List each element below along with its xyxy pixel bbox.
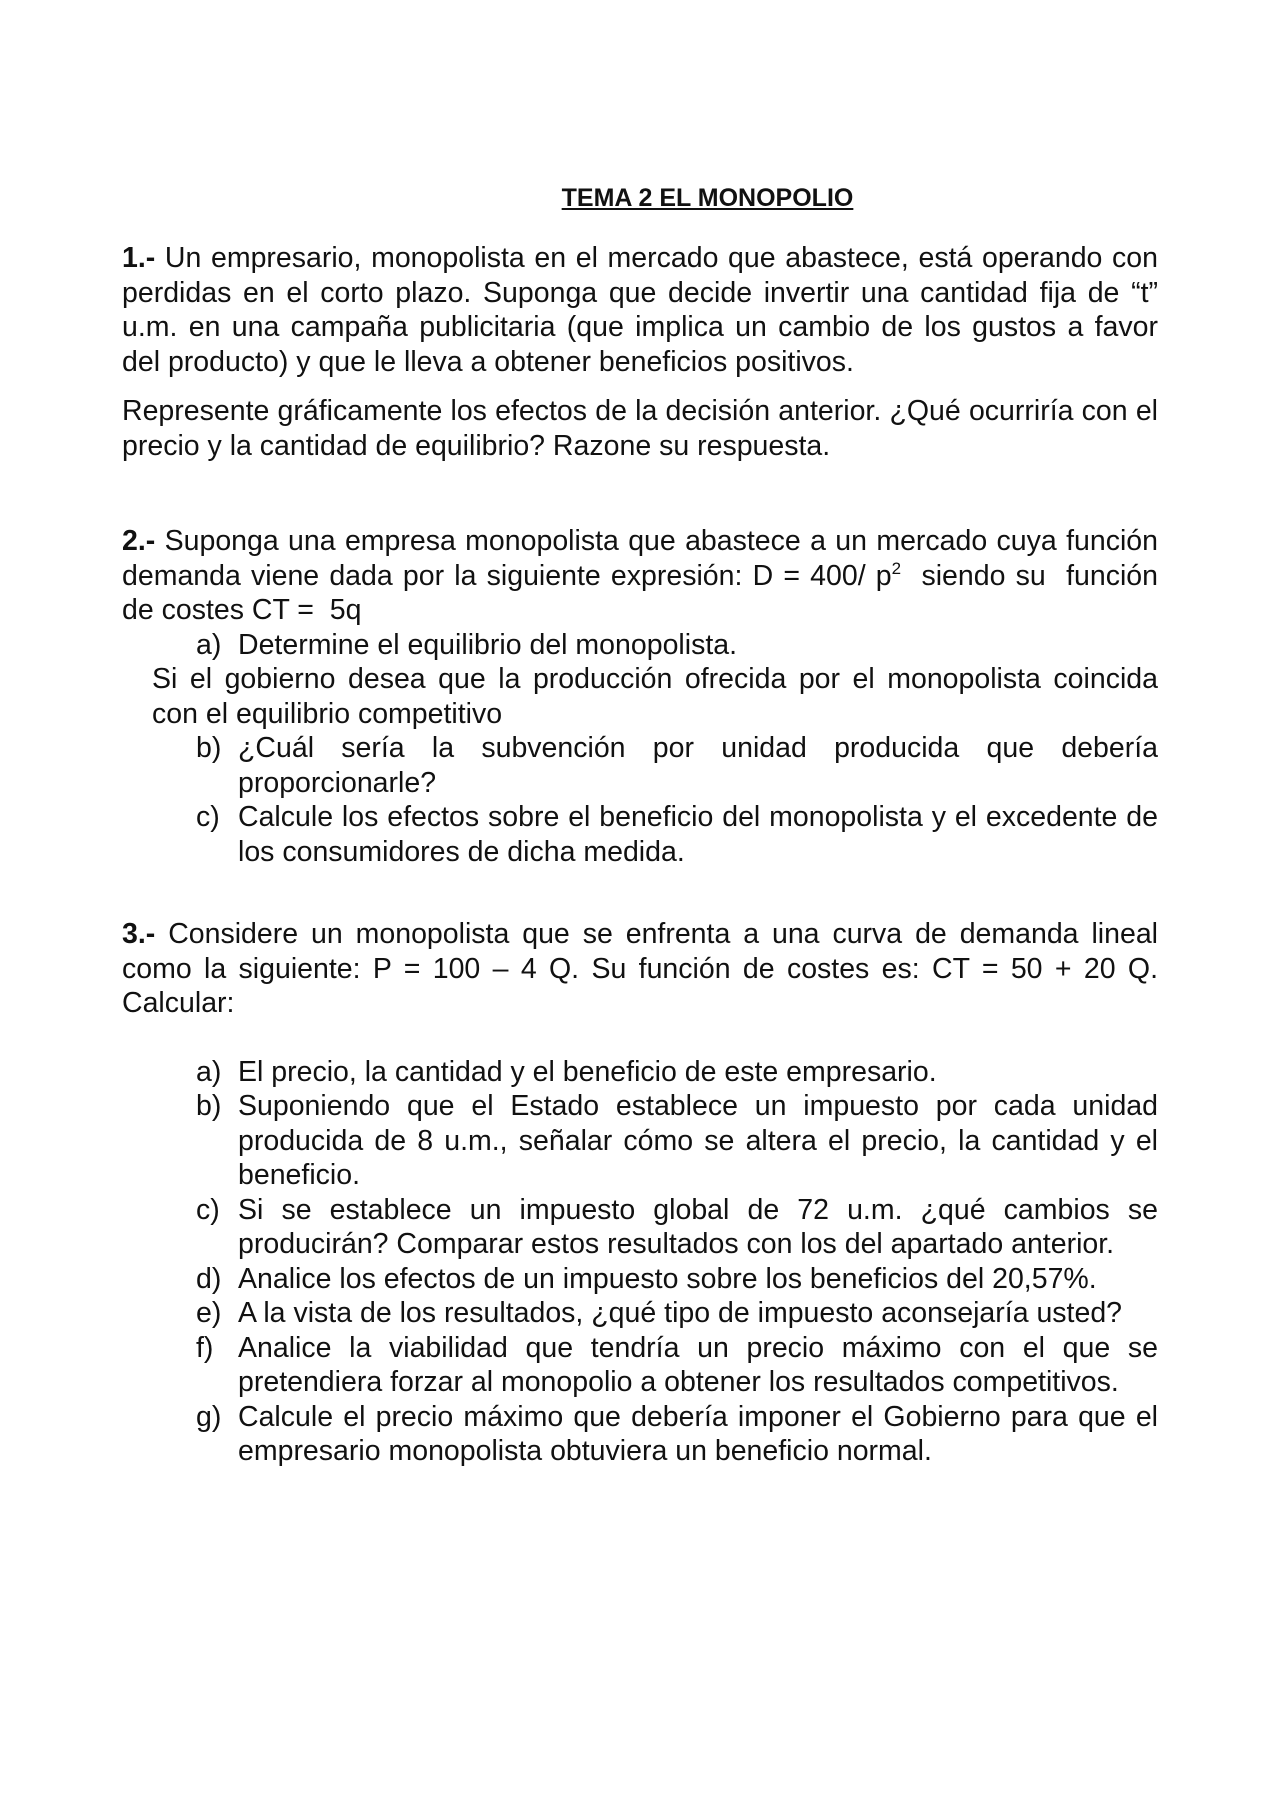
list-item-text: A la vista de los resultados, ¿qué tipo de impuesto aconsejaría usted?	[238, 1297, 1123, 1329]
list-item	[122, 1262, 1158, 1297]
list-marker: c)	[196, 801, 220, 833]
list-marker: g)	[196, 1400, 222, 1433]
list-item	[122, 1193, 1158, 1262]
list-item-text: El precio, la cantidad y el beneficio de este empresario.	[238, 1055, 937, 1088]
list-marker: c)	[196, 1193, 220, 1226]
exercise-1	[122, 241, 1158, 379]
exercise-1-text-2: Represente gráficamente los efectos de la decisión anterior. ¿Qué ocurriría con el precio y la cantidad de equilibrio? Razone su respuesta.	[122, 395, 1158, 462]
list-marker: f)	[196, 1331, 214, 1364]
list-item	[122, 731, 1158, 800]
list-marker: d)	[196, 1262, 222, 1295]
list-marker: b)	[196, 732, 222, 764]
exercise-1-question	[122, 394, 1158, 463]
exercise-3	[122, 917, 1158, 1469]
list-item-text: Analice la viabilidad que tendría un precio máximo con el que se pretendiera forzar al monopolio a obtener los resultados competitivos.	[238, 1331, 1158, 1398]
list-item	[122, 1055, 1158, 1090]
list-item-text: Determine el equilibrio del monopolista.	[238, 628, 738, 661]
list-marker: a)	[196, 628, 222, 661]
page-title: TEMA 2 EL MONOPOLIO	[561, 184, 854, 212]
exercise-1-text: Un empresario, monopolista en el mercado que abastece, está operando con perdidas en el corto plazo. Suponga que decide invertir una cantidad fija de “t” u.m. en una campaña publicitaria (que implica un cambio de los gustos a favor del producto) y que le lleva a obtener beneficios positivos.	[122, 242, 1158, 378]
exercise-2-text-b: siendo su función de costes CT = 5q	[122, 559, 1166, 626]
exercise-2-number: 2.-	[122, 525, 156, 557]
list-item-text: Si se establece un impuesto global de 72 u.m. ¿qué cambios se producirán? Comparar estos resultados con los del apartado anterior.	[238, 1193, 1158, 1260]
exercise-2-text-a: Suponga una empresa monopolista que abastece a un mercado cuya función demanda viene dada por la siguiente expresión: D = 400/ p	[122, 525, 1158, 592]
list-item	[122, 800, 1158, 869]
exercise-2-superscript: 2	[891, 558, 902, 578]
list-item	[122, 1296, 1158, 1331]
list-item-text: ¿Cuál sería la subvención por unidad producida que debería proporcionarle?	[238, 732, 1158, 799]
list-marker: b)	[196, 1090, 222, 1122]
list-item-text: Analice los efectos de un impuesto sobre los beneficios del 20,57%.	[238, 1262, 1097, 1295]
list-marker: e)	[196, 1297, 222, 1329]
exercise-3-text: Considere un monopolista que se enfrenta a una curva de demanda lineal como la siguiente: P = 100 – 4 Q. Su función de costes es: CT = 50 + 20 Q. Calcular:	[122, 918, 1158, 1019]
list-item	[122, 1089, 1158, 1193]
list-item-text: Calcule el precio máximo que debería imponer el Gobierno para que el empresario monopolista obtuviera un beneficio normal.	[238, 1400, 1158, 1467]
list-item	[122, 1331, 1158, 1400]
list-item-text: Suponiendo que el Estado establece un impuesto por cada unidad producida de 8 u.m., señalar cómo se altera el precio, la cantidad y el beneficio.	[238, 1090, 1158, 1191]
exercise-3-number: 3.-	[122, 918, 156, 950]
exercise-1-number: 1.-	[122, 242, 156, 274]
exercise-2	[122, 524, 1166, 869]
list-marker: a)	[196, 1055, 222, 1088]
list-item-text: Calcule los efectos sobre el beneficio del monopolista y el excedente de los consumidores de dicha medida.	[238, 801, 1158, 868]
list-item	[122, 1400, 1158, 1469]
exercise-2-mid-text: Si el gobierno desea que la producción ofrecida por el monopolista coincida con el equilibrio competitivo	[152, 663, 1158, 730]
list-item	[122, 628, 1158, 663]
